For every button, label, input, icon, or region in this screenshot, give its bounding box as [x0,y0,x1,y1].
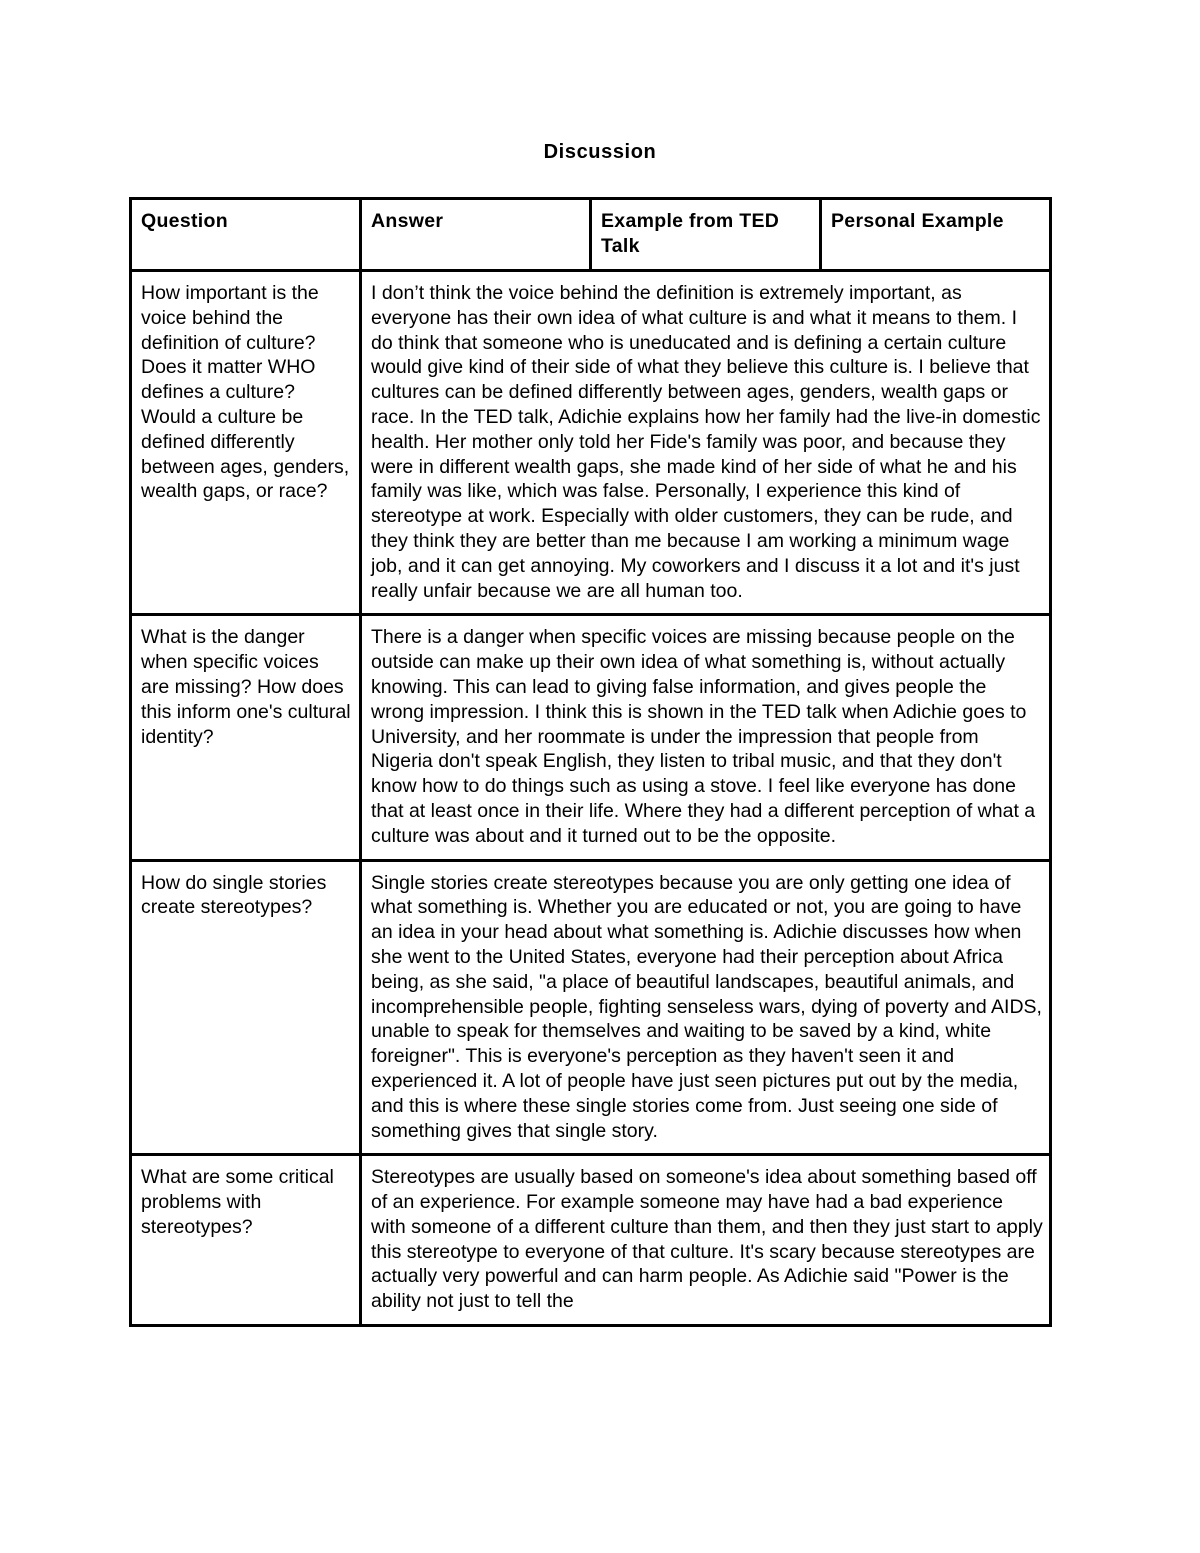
header-answer: Answer [361,199,591,271]
question-cell: What are some critical problems with stereotypes? [131,1155,361,1326]
question-cell: How important is the voice behind the definition of culture? Does it matter WHO defines a culture? Would a culture be defined differently between ages, genders, wealth gaps, or race? [131,271,361,615]
question-cell: What is the danger when specific voices are missing? How does this inform one's cultural identity? [131,615,361,860]
question-cell: How do single stories create stereotypes? [131,860,361,1155]
table-row [131,615,1051,860]
answer-cell: There is a danger when specific voices are missing because people on the outside can make up their own idea of what something is, without actually knowing. This can lead to giving false information, and gives people the wrong impression. I think this is shown in the TED talk when Adichie goes to University, and her roommate is under the impression that people from Nigeria don't speak English, they listen to tribal music, and that they don't know how to do things such as using a stove. I feel like everyone has done that at least once in their life. Where they had a different perception of what a culture was about and it turned out to be the opposite. [361,615,1051,860]
answer-cell: I don’t think the voice behind the definition is extremely important, as everyone has their own idea of what culture is and what it means to them. I do think that someone who is uneducated and is defining a certain culture would give kind of their side of what they believe this culture is. I believe that cultures can be defined differently between ages, genders, wealth gaps or race. In the TED talk, Adichie explains how her family had the live-in domestic health. Her mother only told her Fide's family was poor, and because they were in different wealth gaps, she made kind of her side of what he and his family was like, which was false. Personally, I experience this kind of stereotype at work. Especially with older customers, they can be rude, and they think they are better than me because I am working a minimum wage job, and it can get annoying. My coworkers and I discuss it a lot and it's just really unfair because we are all human too. [361,271,1051,615]
header-ted-example: Example from TED Talk [591,199,821,271]
page-title: Discussion [543,141,657,163]
answer-cell: Stereotypes are usually based on someone's idea about something based off of an experience. For example someone may have had a bad experience with someone of a different culture than them, and then they just start to apply this stereotype to everyone of that culture. It's scary because stereotypes are actually very powerful and can harm people. As Adichie said "Power is the ability not just to tell the [361,1155,1051,1326]
table-row [131,1155,1051,1326]
answer-cell: Single stories create stereotypes because you are only getting one idea of what something is. Whether you are educated or not, you are going to have an idea in your head about what something is. Adichie discusses how when she went to the United States, everyone had their perception about Africa being, as she said, "a place of beautiful landscapes, beautiful animals, and incomprehensible people, fighting senseless wars, dying of poverty and AIDS, unable to speak for themselves and waiting to be saved by a kind, white foreigner". This is everyone's perception as they haven't seen it and experienced it. A lot of people have just seen pictures put out by the media, and this is where these single stories come from. Just seeing one side of something gives that single story. [361,860,1051,1155]
table-row [131,271,1051,615]
header-personal-example: Personal Example [821,199,1051,271]
header-question: Question [131,199,361,271]
header-row [131,199,1051,271]
table-row [131,860,1051,1155]
discussion-table [129,197,1052,1327]
